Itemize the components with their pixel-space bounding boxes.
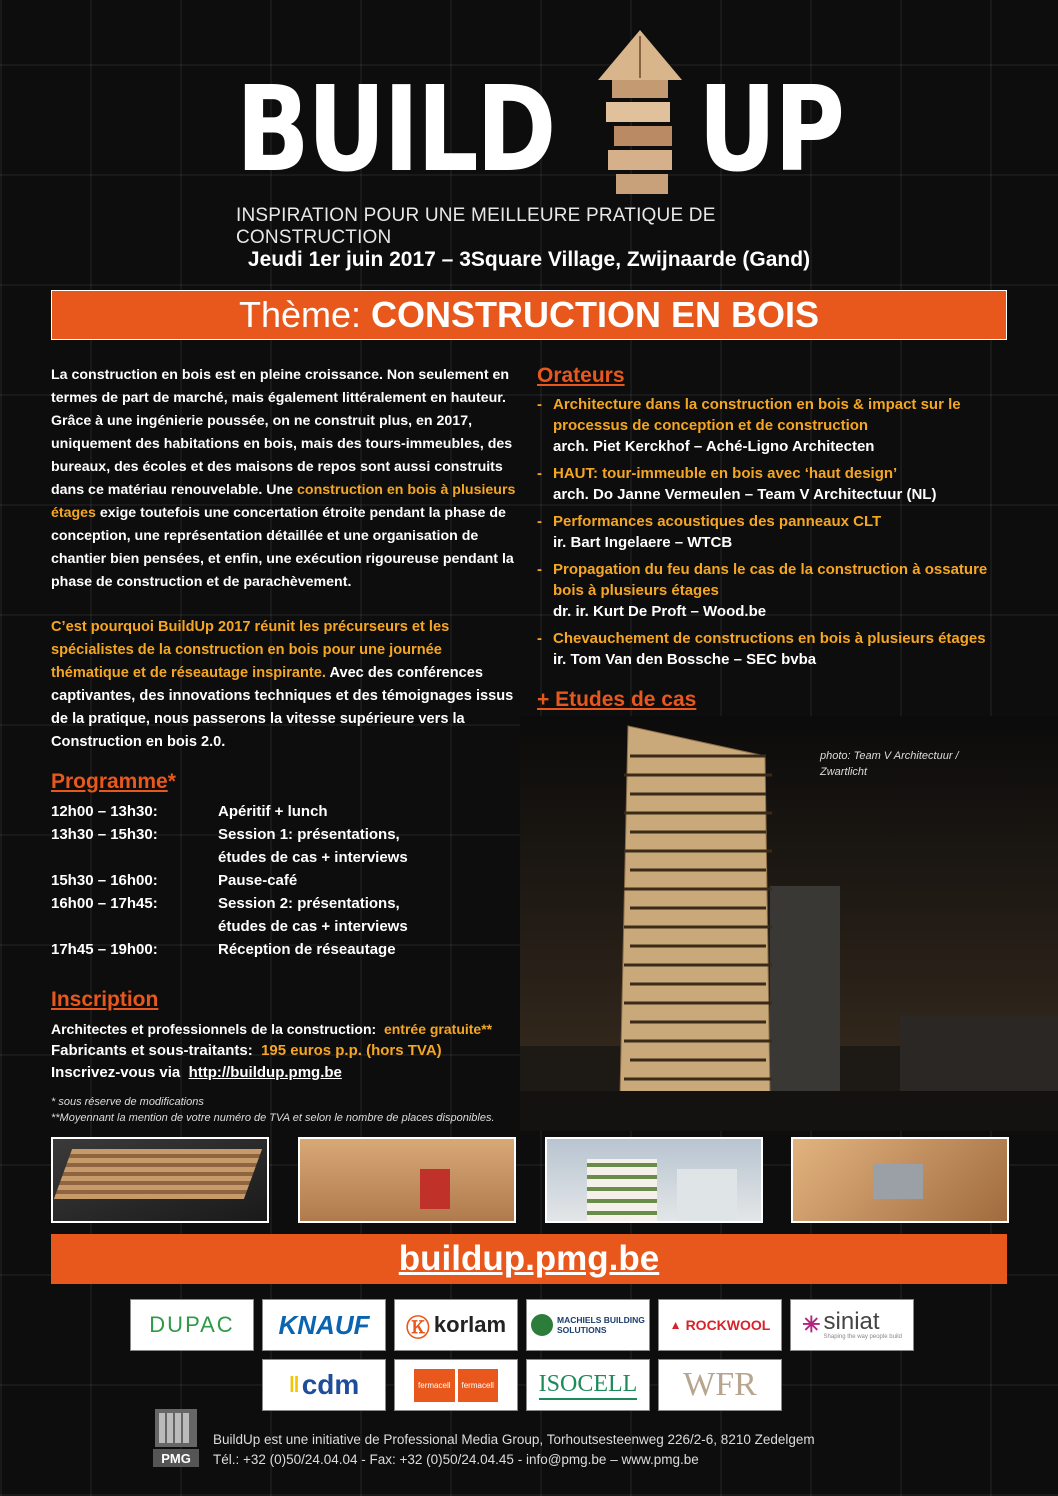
speaker-name: ir. Bart Ingelaere – WTCB xyxy=(553,534,733,551)
footer-text xyxy=(213,1430,1033,1470)
sponsor-korlam xyxy=(394,1299,518,1351)
inscription-register-label: Inscrivez-vous via xyxy=(51,1064,181,1081)
register-link[interactable]: http://buildup.pmg.be xyxy=(188,1064,342,1081)
sponsor-wfr xyxy=(658,1359,782,1411)
footer-line-2: Tél.: +32 (0)50/24.04.04 - Fax: +32 (0)50/24.04.45 - info@pmg.be – www.pmg.be xyxy=(213,1452,699,1467)
sponsor-machiels-text: MACHIELS BUILDING SOLUTIONS xyxy=(557,1315,645,1335)
speaker-name: arch. Piet Kerckhof – Aché-Ligno Architecten xyxy=(553,438,875,455)
speaker-item xyxy=(537,463,1007,505)
theme-banner xyxy=(51,290,1007,340)
programme-row xyxy=(51,938,511,961)
photo-caption: photo: Team V Architectuur / Zwartlicht xyxy=(820,750,959,778)
speaker-dash: - xyxy=(537,396,542,413)
inscription-manufacturers-price: 195 euros p.p. (hors TVA) xyxy=(261,1042,442,1059)
intro-p1-highlight: construction en bois à plusieurs étages xyxy=(51,482,516,521)
thumbnail-clt-panel xyxy=(51,1137,269,1223)
programme-row xyxy=(51,915,511,938)
programme-desc: Réception de réseautage xyxy=(218,941,396,958)
programme-star: * xyxy=(167,770,176,793)
theme-value: CONSTRUCTION EN BOIS xyxy=(371,294,820,335)
programme-desc: études de cas + interviews xyxy=(218,918,408,935)
thumbnail-green-building xyxy=(545,1137,763,1223)
speaker-dash: - xyxy=(537,513,542,530)
programme-desc: études de cas + interviews xyxy=(218,849,408,866)
sponsor-knauf-text: KNAUF xyxy=(278,1309,370,1340)
intro-p1-text-end: exige toutefois une concertation étroite pendant la phase de conception, une représentation détaillée et une organisation de chantier bien pensées, et enfin, une exécution rigoureuse pendant la phase de construction et de parachèvement. xyxy=(51,505,514,590)
programme-time: 12h00 – 13h30: xyxy=(51,803,158,820)
theme-label: Thème: xyxy=(238,294,362,335)
etudes-heading: + Etudes de cas xyxy=(537,688,697,711)
programme-time: 13h30 – 15h30: xyxy=(51,826,158,843)
sponsor-siniat-tagline: Shaping the way people build xyxy=(823,1334,902,1340)
footer-line-1: BuildUp est une initiative de Professional Media Group, Torhoutsesteenweg 226/2-6, 8210 Zedelgem xyxy=(213,1432,815,1447)
logo-build-text: BUILD xyxy=(236,60,555,198)
sponsor-siniat xyxy=(790,1299,914,1351)
speaker-item xyxy=(537,559,1007,622)
rockwool-triangle-icon: ▲ xyxy=(669,1318,682,1332)
sponsor-rockwool-text: ROCKWOOL xyxy=(685,1317,771,1333)
tagline: INSPIRATION POUR UNE MEILLEURE PRATIQUE DE CONSTRUCTION xyxy=(236,205,716,248)
speaker-talk-title: Propagation du feu dans le cas de la construction à ossature bois à plusieurs étages xyxy=(553,561,988,599)
programme-row xyxy=(51,823,511,846)
sponsor-dupac xyxy=(130,1299,254,1351)
thumbnail-wood-ceiling xyxy=(298,1137,516,1223)
programme-time xyxy=(51,915,218,938)
programme-time: 16h00 – 17h45: xyxy=(51,895,158,912)
programme-time: 15h30 – 16h00: xyxy=(51,872,158,889)
sponsor-dupac-text: DUPAC xyxy=(149,1312,235,1337)
intro-p1-text: La construction en bois est en pleine croissance. Non seulement en termes de part de marché, mais également littéralement en hauteur. Grâce à une ingénierie poussée, on ne construit plus, en 2017, uniquement des habitations en bois, mais des tours-immeubles, des bureaux, des écoles et des maisons de repos sont aussi construits dans ce matériau renouvelable. Une xyxy=(51,367,513,498)
sponsor-isocell-text: ISOCELL xyxy=(539,1371,638,1400)
orateurs-heading: Orateurs xyxy=(537,364,625,387)
programme-desc: Session 1: présentations, xyxy=(218,826,400,843)
speaker-dash: - xyxy=(537,561,542,578)
programme-row xyxy=(51,846,511,869)
speaker-name: arch. Do Janne Vermeulen – Team V Architectuur (NL) xyxy=(553,486,937,503)
programme-row xyxy=(51,800,511,823)
intro-text xyxy=(51,364,521,754)
sponsor-siniat-text: siniat xyxy=(823,1308,880,1335)
sponsor-korlam-text: korlam xyxy=(433,1312,507,1337)
cdm-bars-icon: ǁ xyxy=(288,1372,300,1397)
korlam-k-icon: Ⓚ xyxy=(405,1314,430,1342)
sponsor-fermacell-text: fermacell xyxy=(414,1369,454,1402)
sponsor-cdm-text: cdm xyxy=(301,1369,360,1400)
programme-desc: Pause-café xyxy=(218,872,298,889)
intro-p2-highlight: C’est pourquoi BuildUp 2017 réunit les précurseurs et les spécialistes de la construction en bois pour une journée thématique et de réseautage inspirante. xyxy=(51,619,450,681)
sponsor-cdm xyxy=(262,1359,386,1411)
buildup-logo xyxy=(236,30,843,200)
speaker-item xyxy=(537,394,1007,457)
sponsor-wfr-text: WFR xyxy=(683,1366,757,1403)
inscription-architects-label: Architectes et professionnels de la construction: xyxy=(51,1021,377,1037)
inscription-manufacturers-label: Fabricants et sous-traitants: xyxy=(51,1042,253,1059)
wood-arrow-icon xyxy=(592,30,688,195)
siniat-star-icon: ✳ xyxy=(802,1312,821,1337)
programme-time xyxy=(51,846,218,869)
programme-row xyxy=(51,869,511,892)
speaker-item xyxy=(537,511,1007,553)
sponsor-fermacell-text-2: fermacell xyxy=(458,1369,498,1402)
website-banner[interactable] xyxy=(51,1234,1007,1284)
footnote-1: * sous réserve de modifications xyxy=(51,1096,204,1108)
pmg-text: PMG xyxy=(161,1451,191,1466)
logo-up-text: UP xyxy=(698,60,843,198)
thumbnail-wood-joint xyxy=(791,1137,1009,1223)
programme-time: 17h45 – 19h00: xyxy=(51,941,158,958)
event-date-location: Jeudi 1er juin 2017 – 3Square Village, Zwijnaarde (Gand) xyxy=(247,248,811,271)
sponsor-fermacell xyxy=(394,1359,518,1411)
programme-desc: Session 2: présentations, xyxy=(218,895,400,912)
sponsor-machiels xyxy=(526,1299,650,1351)
speaker-dash: - xyxy=(537,465,542,482)
programme-list xyxy=(51,800,511,961)
speaker-item xyxy=(537,628,1007,670)
inscription-heading: Inscription xyxy=(51,988,159,1011)
programme-desc: Apéritif + lunch xyxy=(218,803,328,820)
programme-section xyxy=(51,770,511,961)
pmg-logo xyxy=(151,1405,201,1469)
programme-heading: Programme xyxy=(51,770,168,793)
speaker-talk-title: Chevauchement de constructions en bois à plusieurs étages xyxy=(553,630,986,647)
speaker-dash: - xyxy=(537,630,542,647)
intro-p2-text: Avec des conférences captivantes, des innovations techniques et des témoignages issus de la pratique, nous passerons la vitesse supérieure vers la Construction en bois 2.0. xyxy=(51,665,514,750)
inscription-architects-price: entrée gratuite** xyxy=(383,1021,493,1037)
sponsor-rockwool xyxy=(658,1299,782,1351)
website-link[interactable]: buildup.pmg.be xyxy=(398,1239,660,1278)
speakers-list xyxy=(537,394,1007,676)
sponsor-knauf xyxy=(262,1299,386,1351)
speaker-name: dr. ir. Kurt De Proft – Wood.be xyxy=(553,603,767,620)
sponsor-isocell xyxy=(526,1359,650,1411)
intro-paragraph-1 xyxy=(51,364,521,594)
speaker-talk-title: Performances acoustiques des panneaux CLT xyxy=(553,513,882,530)
programme-row xyxy=(51,892,511,915)
speaker-name: ir. Tom Van den Bossche – SEC bvba xyxy=(553,651,817,668)
speaker-talk-title: Architecture dans la construction en bois & impact sur le processus de conception et de construction xyxy=(553,396,961,434)
footnote-2: **Moyennant la mention de votre numéro de TVA et selon le nombre de places disponibles. xyxy=(51,1112,495,1124)
machiels-logo-icon xyxy=(531,1314,553,1336)
intro-paragraph-2 xyxy=(51,616,521,754)
speaker-talk-title: HAUT: tour-immeuble en bois avec ‘haut design’ xyxy=(553,465,898,482)
